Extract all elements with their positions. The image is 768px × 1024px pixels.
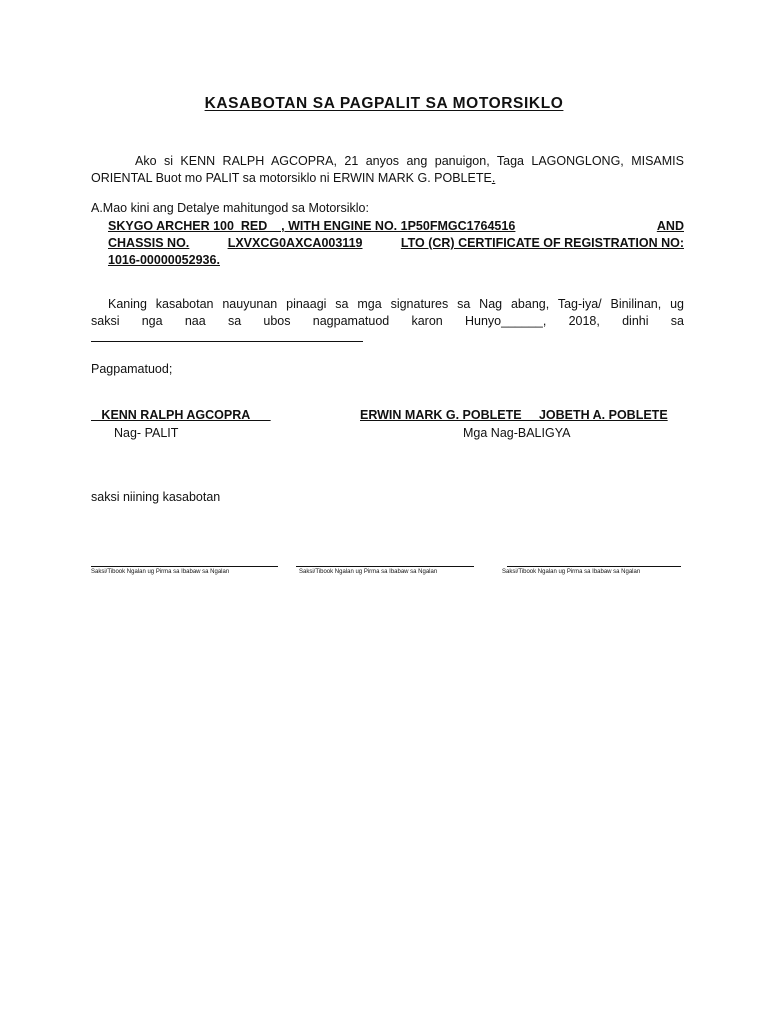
buyer-name: KENN RALPH AGCOPRA	[91, 408, 271, 422]
details-registration-number: 1016-00000052936.	[108, 253, 220, 267]
intro-line-1: Ako si KENN RALPH AGCOPRA, 21 anyos ang panuigon, Taga LAGONGLONG, MISAMIS	[135, 154, 684, 168]
agreement-line-1: Kaning kasabotan nauyunan pinaagi sa mga signatures sa Nag abang, Tag-iya/ Binilinan, ug	[108, 297, 684, 311]
agreement-word: nga	[141, 314, 163, 328]
sellers-role: Mga Nag-BALIGYA	[463, 426, 571, 440]
witness-label-1: Saksi/Tibook Ngalan ug Pirma sa Ibabaw sa Ngalan	[91, 569, 230, 575]
details-chassis-number: LXVXCG0AXCA003119	[227, 236, 363, 250]
agreement-word: dinhi	[622, 314, 649, 328]
sellers-names: ERWIN MARK G. POBLETE JOBETH A. POBLETE	[360, 408, 668, 422]
intro-paragraph	[91, 153, 684, 187]
agreement-word: 2018,	[568, 314, 600, 328]
intro-line-2-period: .	[491, 171, 496, 185]
agreement-word: saksi	[91, 314, 120, 328]
details-and: AND	[656, 219, 684, 233]
agreement-word: sa	[670, 314, 684, 328]
intro-line-2-text: ORIENTAL Buot mo PALIT sa motorsiklo ni ERWIN MARK G. POBLETE	[91, 171, 492, 185]
agreement-word: sa	[227, 314, 242, 328]
agreement-word: Hunyo______,	[465, 314, 547, 328]
agreement-paragraph	[91, 296, 684, 330]
agreement-word: naa	[184, 314, 206, 328]
document-title: KASABOTAN SA PAGPALIT SA MOTORSIKLO	[204, 95, 564, 112]
buyer-role: Nag- PALIT	[114, 426, 179, 440]
agreement-word: ubos	[263, 314, 291, 328]
agreement-word: nagpamatuod	[312, 314, 390, 328]
details-row-2	[108, 235, 684, 252]
details-row-1	[108, 218, 684, 235]
place-blank-line	[91, 341, 363, 342]
details-chassis-label: CHASSIS NO.	[108, 236, 190, 250]
attestation-heading: Pagpamatuod;	[91, 362, 173, 376]
witness-signature-line-3	[507, 566, 681, 567]
witness-signature-line-2	[296, 566, 474, 567]
agreement-line-2	[91, 313, 684, 330]
witness-signature-line-1	[91, 566, 278, 567]
motorcycle-details	[108, 218, 684, 269]
witness-label-2: Saksi/Tibook Ngalan ug Pirma sa Ibabaw sa Ngalan	[299, 569, 438, 575]
details-cr-label: LTO (CR) CERTIFICATE OF REGISTRATION NO:	[400, 236, 684, 250]
intro-line-2	[91, 170, 684, 187]
agreement-word: karon	[411, 314, 443, 328]
document-title-block	[0, 95, 768, 113]
section-a-heading: A.Mao kini ang Detalye mahitungod sa Motorsiklo:	[91, 201, 369, 215]
details-model-engine: SKYGO ARCHER 100 RED , WITH ENGINE NO. 1P50FMGC1764516	[108, 219, 516, 233]
witness-label-3: Saksi/Tibook Ngalan ug Pirma sa Ibabaw sa Ngalan	[502, 569, 641, 575]
witness-heading: saksi niining kasabotan	[91, 490, 221, 504]
